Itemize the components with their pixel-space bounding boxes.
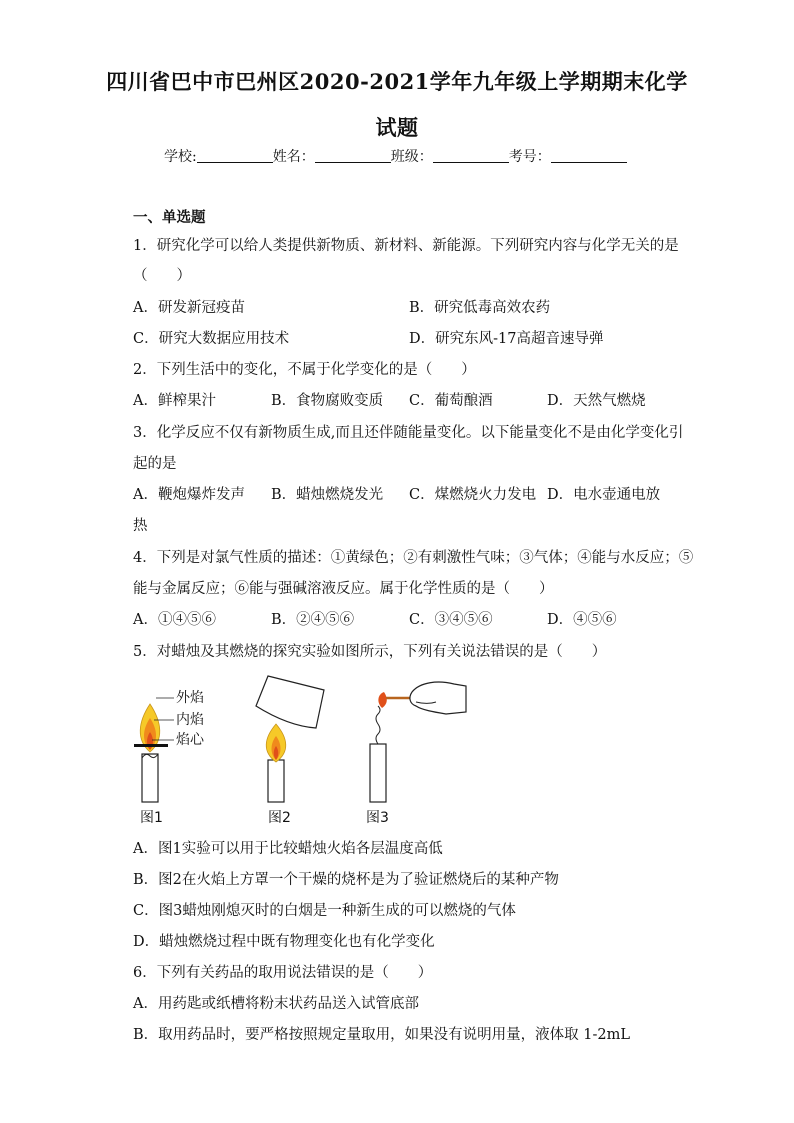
section-single-choice: 一、单选题 [133, 209, 206, 226]
match-flame-icon [378, 692, 386, 708]
label-outer-flame: 外焰 [176, 690, 204, 706]
q6-option-b: B．取用药品时，要严格按照规定量取用，如果没有说明用量，液体取 1-2mL [133, 1027, 630, 1043]
wooden-stick-icon [134, 744, 168, 747]
q2-stem: 2．下列生活中的变化，不属于化学变化的是（ ） [133, 362, 476, 378]
white-smoke-icon [376, 706, 380, 744]
q6-stem: 6．下列有关药品的取用说法错误的是（ ） [133, 965, 433, 981]
label-flame-core: 焰心 [176, 732, 204, 748]
q3-option-a: A．鞭炮爆炸发声 [133, 487, 245, 503]
q2-option-b: B．食物腐败变质 [271, 393, 384, 409]
q1-option-d: D．研究东风-17高超音速导弹 [409, 331, 604, 347]
name-blank [315, 148, 391, 163]
number-label: 考号： [508, 149, 551, 165]
q4-option-a: A．①④⑤⑥ [133, 612, 216, 628]
q2-option-a: A．鲜榨果汁 [133, 393, 216, 409]
school-blank [197, 148, 273, 163]
q3-stem-line1: 3．化学反应不仅有新物质生成,而且还伴随能量变化。以下能量变化不是由化学变化引 [133, 425, 684, 441]
q4-option-b: B．②④⑤⑥ [271, 612, 355, 628]
q5-stem: 5．对蜡烛及其燃烧的探究实验如图所示，下列有关说法错误的是（ ） [133, 644, 607, 660]
q2-option-d: D．天然气燃烧 [547, 393, 646, 409]
dry-beaker-icon [256, 676, 324, 728]
q1-stem-line1: 1．研究化学可以给人类提供新物质、新材料、新能源。下列研究内容与化学无关的是 [133, 238, 679, 254]
name-label: 姓名： [272, 149, 315, 165]
hand-icon [410, 682, 466, 714]
q3-stem-line2: 起的是 [133, 456, 177, 472]
q5-option-b: B．图2在火焰上方罩一个干燥的烧杯是为了验证燃烧后的某种产物 [133, 872, 559, 888]
q4-option-d: D．④⑤⑥ [547, 612, 617, 628]
q4-stem-line2: 能与金属反应；⑥能与强碱溶液反应。属于化学性质的是（ ） [133, 581, 554, 597]
q5-option-c: C．图3蜡烛刚熄灭时的白烟是一种新生成的可以燃烧的气体 [133, 903, 516, 919]
candle-experiment-figure [120, 668, 480, 830]
figure1-label: 图1 [140, 810, 163, 826]
number-blank [551, 148, 627, 163]
q1-option-a: A．研发新冠疫苗 [133, 300, 245, 316]
student-info-row [164, 146, 627, 166]
label-inner-flame: 内焰 [176, 712, 204, 728]
figure2-candle-with-beaker [256, 676, 324, 802]
q6-option-a: A．用药匙或纸槽将粉末状药品送入试管底部 [133, 996, 419, 1012]
q3-option-c: C．煤燃烧火力发电 [409, 487, 537, 503]
q3-option-d: D．电水壶通电放 [547, 487, 661, 503]
q1-option-c: C．研究大数据应用技术 [133, 331, 290, 347]
q5-option-a: A．图1实验可以用于比较蜡烛火焰各层温度高低 [133, 841, 443, 857]
q4-option-c: C．③④⑤⑥ [409, 612, 493, 628]
figure3-label: 图3 [366, 810, 389, 826]
exam-title-line1: 四川省巴中市巴州区2020-2021学年九年级上学期期末化学 [106, 69, 688, 94]
q3-option-b: B．蜡烛燃烧发光 [271, 487, 384, 503]
exam-title-line2: 试题 [375, 115, 419, 140]
figure1-candle [134, 698, 174, 802]
q1-option-b: B．研究低毒高效农药 [409, 300, 551, 316]
q2-option-c: C．葡萄酿酒 [409, 393, 493, 409]
figure3-candle-relight [370, 682, 466, 802]
class-blank [433, 148, 509, 163]
q4-stem-line1: 4．下列是对氯气性质的描述：①黄绿色；②有刺激性气味；③气体；④能与水反应；⑤ [133, 550, 694, 566]
school-label: 学校: [164, 149, 197, 165]
q3-option-d-wrap: 热 [133, 518, 148, 534]
q1-stem-line2: （ ） [133, 268, 191, 284]
q5-option-d: D．蜡烛燃烧过程中既有物理变化也有化学变化 [133, 934, 435, 950]
figure2-label: 图2 [268, 810, 291, 826]
class-label: 班级： [390, 149, 433, 165]
